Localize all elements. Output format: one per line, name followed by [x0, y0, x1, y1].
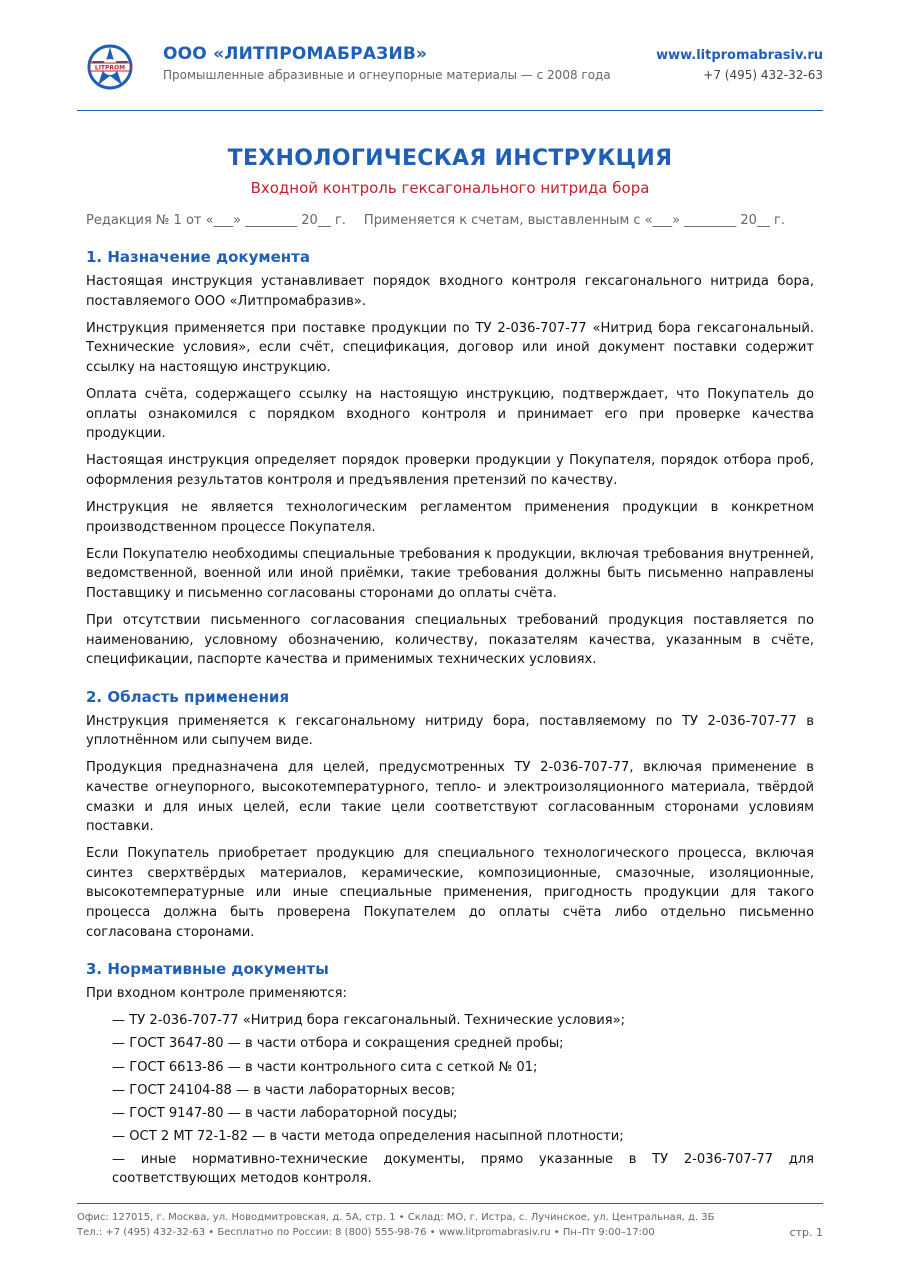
paragraph: Инструкция применяется при поставке продукции по ТУ 2-036-707-77 «Нитрид бора гексагональный. Технические условия», если счёт, спецификация, договор или иной документ поставки содержит ссылку на настоящую инструкцию. [86, 320, 814, 375]
footer-address: Офис: 127015, г. Москва, ул. Новодмитровская, д. 5А, стр. 1 • Склад: МО, г. Истра, с. Лучинское, ул. Центральная, д. 3Б [77, 1212, 715, 1223]
applies-text: Применяется к счетам, выставленным с «___» ________ 20__ г. [363, 213, 785, 228]
revision-text: Редакция № 1 от «___» ________ 20__ г. [86, 213, 346, 228]
paragraph: При отсутствии письменного согласования специальных требований продукция поставляется по наименованию, условному обозначению, количеству, показателям качества, указанным в счёте, спецификации, паспорте качества и применимых технических условиях. [86, 612, 814, 668]
revision-line [86, 213, 814, 228]
page-header [77, 40, 823, 111]
section-purpose [86, 247, 814, 670]
section-scope [86, 687, 814, 943]
section-normative-docs [86, 959, 814, 1189]
list-item: — ТУ 2-036-707-77 «Нитрид бора гексагональный. Технические условия»; [112, 1013, 626, 1029]
logo-text: LITPROM [94, 64, 126, 72]
paragraph: При входном контроле применяются: [86, 986, 347, 1002]
company-name: ООО «ЛИТПРОМАБРАЗИВ» [163, 44, 428, 64]
list-item: — ГОСТ 6613-86 — в части контрольного сита с сеткой № 01; [112, 1059, 538, 1075]
phone-number: +7 (495) 432-32-63 [703, 68, 823, 82]
paragraph: Оплата счёта, содержащего ссылку на настоящую инструкцию, подтверждает, что Покупатель до оплаты ознакомился с порядком входного контроля и принимает его при проверке качества продукции. [86, 386, 814, 442]
list-item: — иные нормативно-технические документы, прямо указанные в ТУ 2-036-707-77 для соответствующих методов контроля. [112, 1151, 814, 1187]
paragraph: Продукция предназначена для целей, предусмотренных ТУ 2-036-707-77, включая применение в качестве огнеупорного, высокотемпературного, тепло- и электроизоляционного материала, твёрдой смазки и для иных целей, если такие цели соответствуют согласованным сторонами условиям поставки. [86, 760, 814, 835]
paragraph: Если Покупателю необходимы специальные требования к продукции, включая требования внутренней, ведомственной, военной или иной приёмки, такие требования должны быть письменно направлены Поставщику и письменно согласованы сторонами до оплаты счёта. [86, 546, 814, 601]
paragraph: Если Покупатель приобретает продукцию для специального технологического процесса, включая синтез сверхтвёрдых материалов, керамические, композиционные, смазочные, изоляционные, высокотемпературные или иные специальные применения, пригодность продукции для такого процесса должна быть проверена Покупателем до оплаты счёта либо отдельно письменно согласована сторонами. [86, 846, 814, 940]
section-heading: 3. Нормативные документы [86, 960, 329, 979]
company-tagline: Промышленные абразивные и огнеупорные материалы — с 2008 года [163, 68, 611, 82]
page-number: стр. 1 [789, 1226, 823, 1239]
paragraph: Настоящая инструкция устанавливает порядок входного контроля гексагонального нитрида бора, поставляемого ООО «Литпромабразив». [86, 274, 814, 309]
document-body [86, 247, 814, 1193]
footer-contacts: Тел.: +7 (495) 432-32-63 • Бесплатно по России: 8 (800) 555-98-76 • www.litpromabrasiv.ru • Пн–Пт 9:00–17:00 [77, 1227, 655, 1238]
paragraph: Инструкция применяется к гексагональному нитриду бора, поставляемому по ТУ 2-036-707-77 в уплотнённом или сыпучем виде. [86, 713, 814, 749]
website-link[interactable]: www.litpromabrasiv.ru [656, 48, 823, 63]
page-footer [77, 1203, 823, 1244]
paragraph: Настоящая инструкция определяет порядок проверки продукции у Покупателя, порядок отбора проб, оформления результатов контроля и предъявления претензий по качеству. [86, 453, 814, 488]
list-item: — ГОСТ 24104-88 — в части лабораторных весов; [112, 1082, 456, 1098]
document-title: ТЕХНОЛОГИЧЕСКАЯ ИНСТРУКЦИЯ [227, 146, 673, 171]
normative-list [86, 1011, 814, 1189]
star-gear-logo-icon [87, 44, 133, 90]
section-heading: 2. Область применения [86, 687, 290, 706]
paragraph: Инструкция не является технологическим регламентом применения продукции в конкретном производственном процессе Покупателя. [86, 499, 814, 535]
section-heading: 1. Назначение документа [86, 248, 310, 266]
list-item: — ГОСТ 9147-80 — в части лабораторной посуды; [112, 1105, 458, 1121]
list-item: — ГОСТ 3647-80 — в части отбора и сокращения средней пробы; [112, 1036, 564, 1052]
document-subtitle: Входной контроль гексагонального нитрида бора [250, 179, 650, 197]
list-item: — ОСТ 2 МТ 72-1-82 — в части метода определения насыпной плотности; [112, 1128, 624, 1144]
